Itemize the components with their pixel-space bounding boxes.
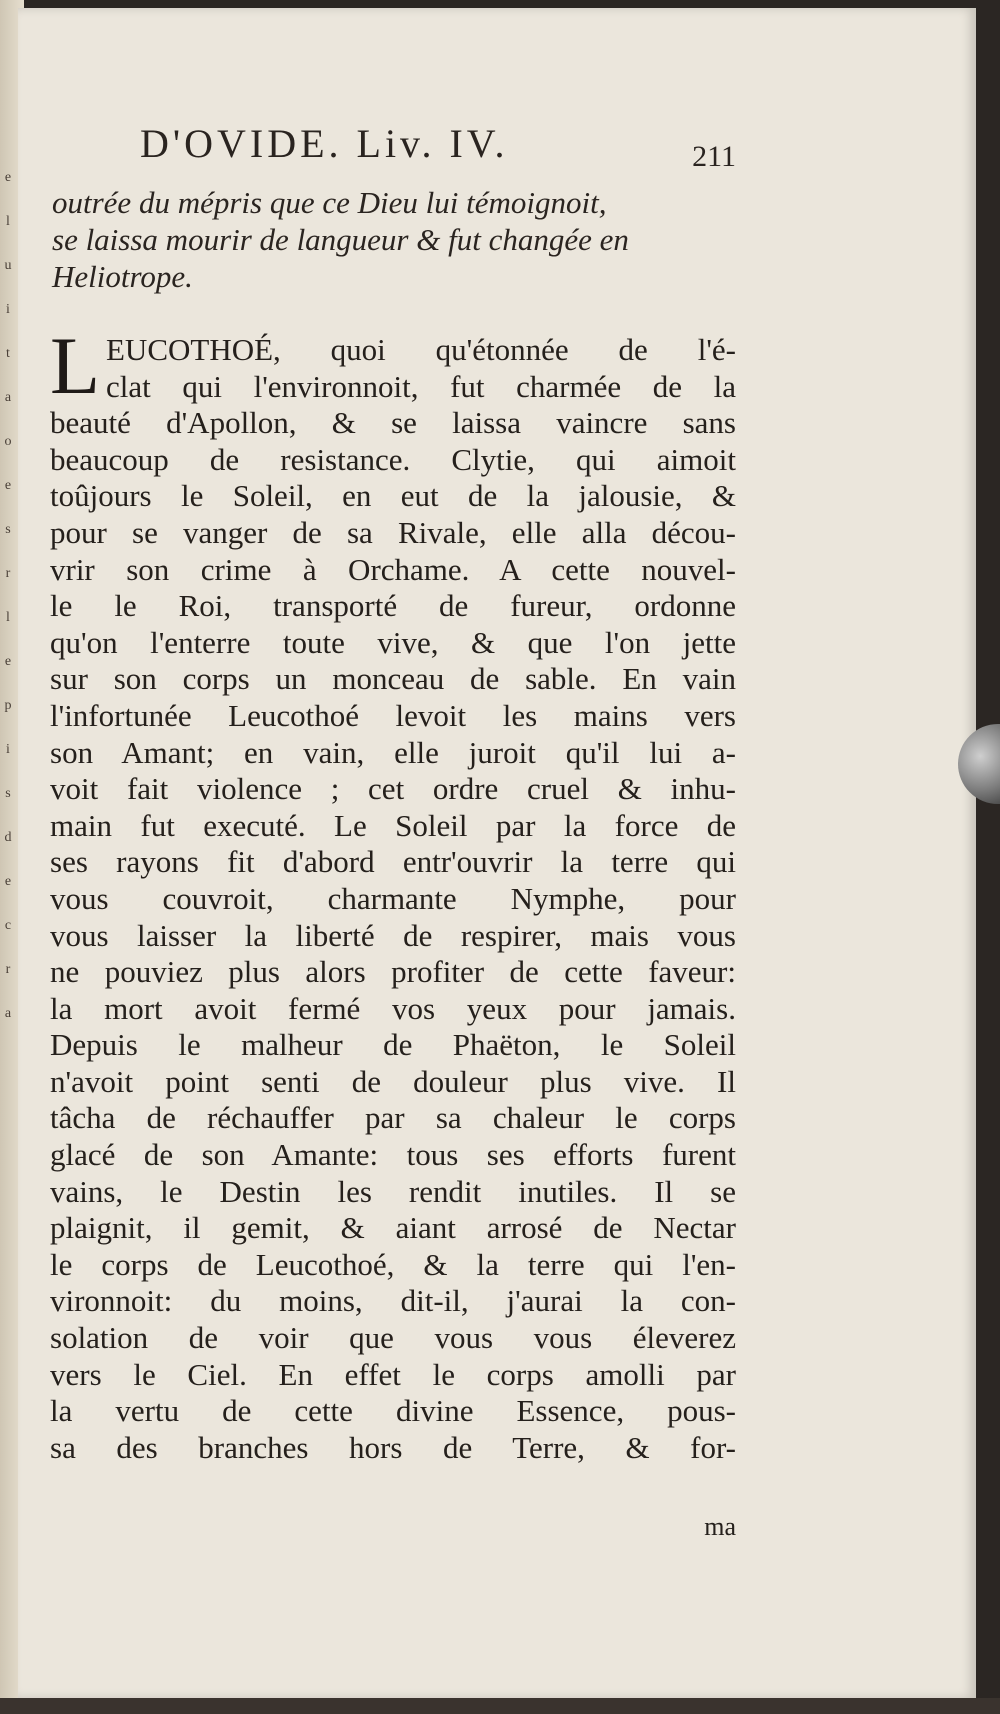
facing-page-text-fragments: e l u i t a o e s r l e p i s d e c r a — [4, 170, 12, 1021]
text-line: l'infortunée Leucothoé levoit les mains vers — [50, 697, 736, 733]
text-line: le corps de Leucothoé, & la terre qui l'en- — [50, 1246, 736, 1282]
text-line: n'avoit point senti de douleur plus vive. Il — [50, 1063, 736, 1099]
text-line: vironnoit: du moins, dit-il, j'aurai la con- — [50, 1283, 736, 1319]
text-line: vous laisser la liberté de respirer, mais vous — [50, 917, 736, 953]
text-line: ses rayons fit d'abord entr'ouvrir la terre qui — [50, 844, 736, 880]
text-line: la vertu de cette divine Essence, pous- — [50, 1393, 736, 1429]
text-line: beauté d'Apollon, & se laissa vaincre sans — [50, 405, 736, 441]
running-title: D'OVIDE. Liv. IV. — [140, 121, 509, 166]
text-line: EUCOTHOÉ, quoi qu'étonnée de l'é- — [106, 332, 736, 367]
chapter-argument — [52, 184, 736, 295]
text-line: main fut executé. Le Soleil par la force de — [50, 807, 736, 843]
text-line: tâcha de réchauffer par sa chaleur le corps — [50, 1100, 736, 1136]
text-line: toûjours le Soleil, en eut de la jalousie, & — [50, 478, 736, 514]
page-number: 211 — [692, 140, 736, 173]
text-line: beaucoup de resistance. Clytie, qui aimoit — [50, 441, 736, 477]
text-line: la mort avoit fermé vos yeux pour jamais. — [50, 990, 736, 1026]
drop-cap: L — [50, 320, 101, 411]
argument-line: outrée du mépris que ce Dieu lui témoignoit, — [52, 185, 607, 220]
text-line: vers le Ciel. En effet le corps amolli par — [50, 1356, 736, 1392]
argument-line: se laissa mourir de langueur & fut changée en — [52, 222, 629, 257]
text-line: vrir son crime à Orchame. A cette nouvel- — [50, 551, 736, 587]
text-line: plaignit, il gemit, & aiant arrosé de Nectar — [50, 1210, 736, 1246]
text-line: vains, le Destin les rendit inutiles. Il se — [50, 1173, 736, 1209]
text-line: vous couvroit, charmante Nymphe, pour — [50, 880, 736, 916]
text-line: Depuis le malheur de Phaëton, le Soleil — [50, 1027, 736, 1063]
text-line: sur son corps un monceau de sable. En vain — [50, 661, 736, 697]
text-line: le le Roi, transporté de fureur, ordonne — [50, 588, 736, 624]
text-line: son Amant; en vain, elle juroit qu'il lui a- — [50, 734, 736, 770]
text-line: qu'on l'enterre toute vive, & que l'on jette — [50, 624, 736, 660]
body-text — [50, 332, 736, 1466]
text-line: clat qui l'environnoit, fut charmée de la — [106, 368, 736, 404]
text-line: pour se vanger de sa Rivale, elle alla décou- — [50, 514, 736, 550]
catchword: ma — [704, 1512, 736, 1541]
argument-line: Heliotrope. — [52, 259, 193, 294]
text-line: solation de voir que vous vous éleverez — [50, 1320, 736, 1356]
text-line: glacé de son Amante: tous ses efforts furent — [50, 1137, 736, 1173]
scan-bottom-edge — [0, 1698, 1000, 1714]
text-line: sa des branches hors de Terre, & for- — [50, 1429, 736, 1465]
text-line: voit fait violence ; cet ordre cruel & inhu- — [50, 771, 736, 807]
text-line: ne pouviez plus alors profiter de cette faveur: — [50, 954, 736, 990]
